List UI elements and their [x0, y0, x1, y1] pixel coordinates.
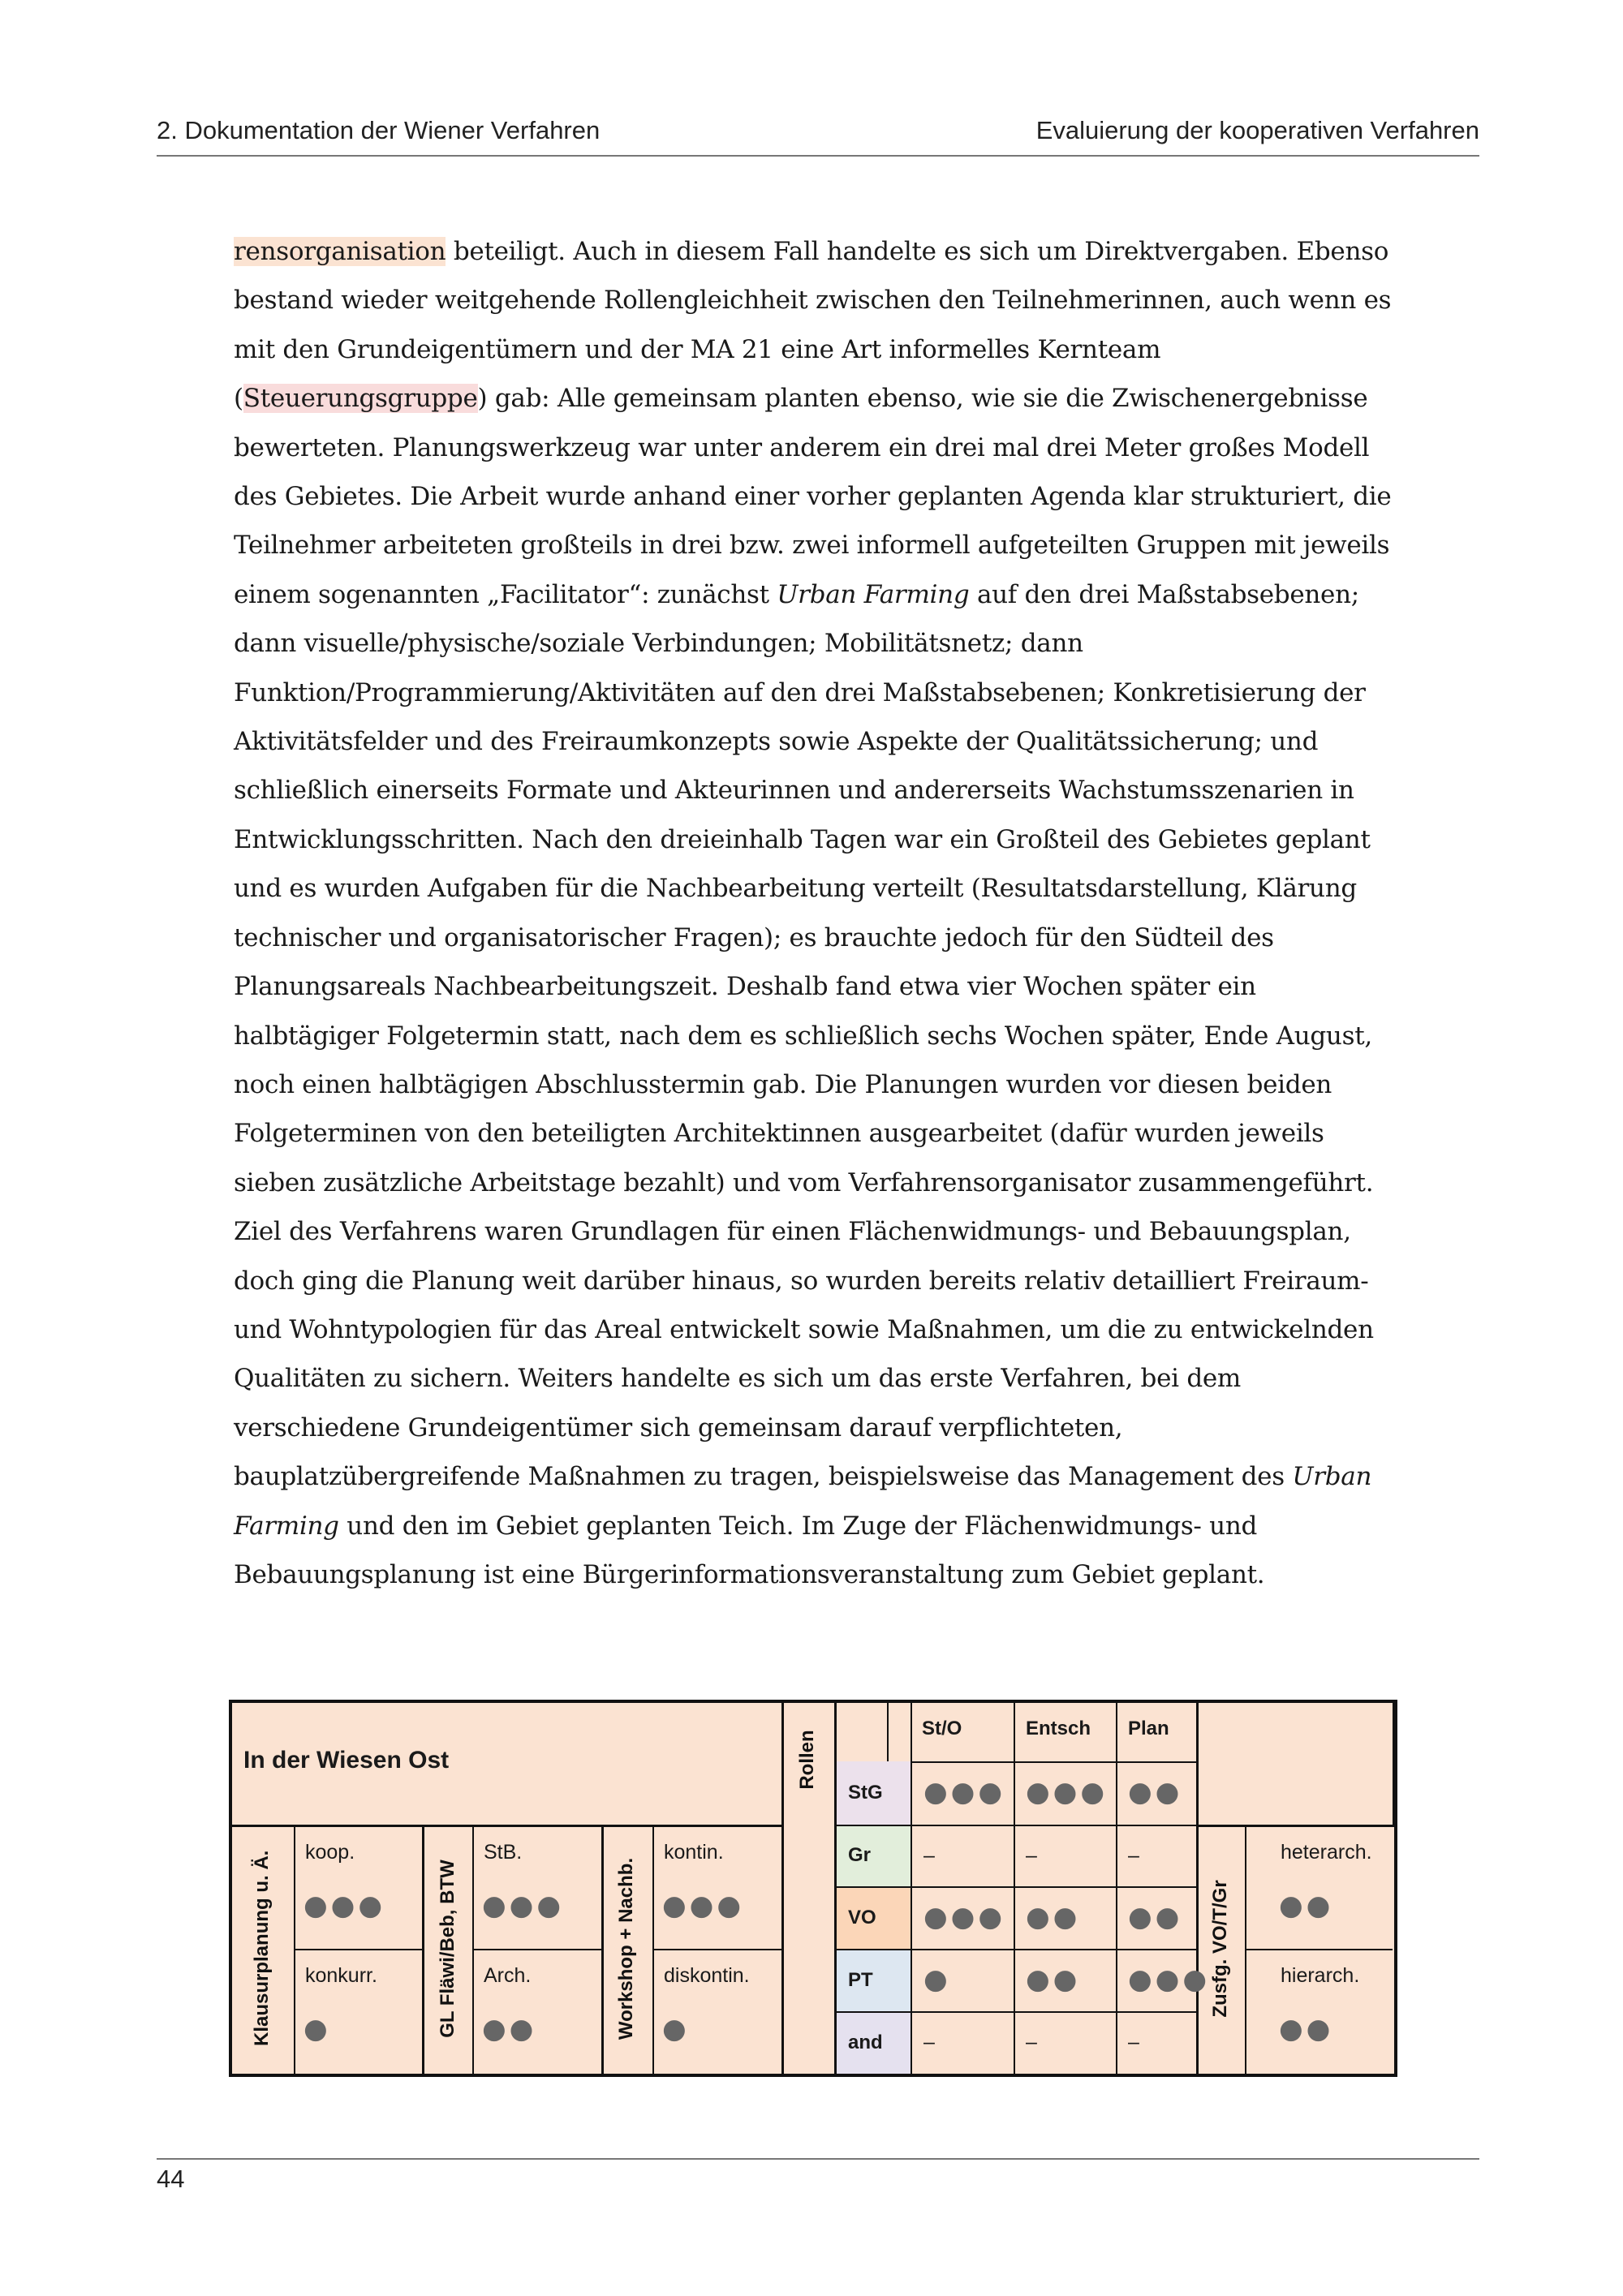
role-value-stO: ●	[923, 1963, 951, 1996]
highlight-rensorganisation: rensorganisation	[234, 237, 446, 266]
italic-urban-farming-2: Urban Farming	[234, 1462, 1372, 1541]
italic-urban-farming-1: Urban Farming	[777, 579, 970, 609]
col-sto-header: St/O	[922, 1718, 962, 1739]
text-segment-4: und den im Gebiet geplanten Teich. Im Zuge der Flächenwidmungs- und Bebauungsplanung ist eine Bürgerinformationsveranstaltung zum Gebiet geplant.	[234, 1511, 1265, 1589]
role-value-plan: ●●	[1128, 1901, 1183, 1933]
document-title: Evaluierung der kooperativen Verfahren	[1035, 116, 1479, 144]
role-value-plan: ●●	[1128, 1776, 1183, 1808]
role-value-entsch: –	[1026, 2031, 1037, 2053]
heterarch-dots: ●●	[1279, 1890, 1334, 1922]
role-value-plan: –	[1128, 1844, 1139, 1867]
koop-dots: ●●●	[304, 1890, 386, 1922]
role-value-entsch: –	[1026, 1844, 1037, 1867]
stb-label: StB.	[484, 1841, 523, 1864]
arch-dots: ●●	[482, 2013, 537, 2045]
gl-label: GL Fläwi/Beb, BTW	[437, 1860, 458, 2038]
koop-label: koop.	[305, 1841, 355, 1864]
role-label: and	[837, 2011, 911, 2074]
diskontin-dots: ●	[662, 2013, 690, 2045]
arch-label: Arch.	[484, 1964, 532, 1987]
role-value-stO: ●●●	[923, 1776, 1006, 1808]
role-value-entsch: ●●●	[1026, 1776, 1109, 1808]
text-segment-1: beteiligt. Auch in diesem Fall handelte es sich um Direktvergaben. Ebenso bestand wieder weitgehende Rollengleichheit zwischen den Teilnehmerinnen, auch wenn es mit den Grundeigentümern und der MA 21 eine Art informelles Kernteam (	[234, 237, 1392, 414]
rollen-label: Rollen	[796, 1730, 818, 1790]
role-label: StG	[837, 1761, 911, 1825]
page-number: 44	[157, 2165, 185, 2193]
evaluation-table	[229, 1700, 1397, 2077]
heterarch-label: heterarch.	[1281, 1841, 1372, 1864]
role-label: PT	[837, 1949, 911, 2011]
page-header	[157, 113, 1479, 157]
hierarch-dots: ●●	[1279, 2013, 1334, 2045]
hierarch-label: hierarch.	[1281, 1964, 1360, 1987]
role-value-stO: ●●●	[923, 1901, 1006, 1933]
klausur-label: Klausurplanung u. Ä.	[251, 1850, 273, 2046]
stb-dots: ●●●	[482, 1890, 565, 1922]
chapter-title: 2. Dokumentation der Wiener Verfahren	[157, 116, 601, 144]
role-value-plan: –	[1128, 2031, 1139, 2053]
konkurr-dots: ●	[304, 2013, 331, 2045]
role-label: VO	[837, 1886, 911, 1949]
role-value-plan: ●●●	[1128, 1963, 1211, 1996]
role-value-entsch: ●●	[1026, 1901, 1081, 1933]
table-title: In der Wiesen Ost	[243, 1747, 450, 1774]
role-value-stO: –	[923, 1844, 935, 1867]
zusfg-label: Zusfg. VO/T/Gr	[1209, 1880, 1231, 2018]
footer-rule	[157, 2158, 1479, 2160]
role-value-stO: –	[923, 2031, 935, 2053]
text-segment-2: ) gab: Alle gemeinsam planten ebenso, wie sie die Zwischenergebnisse bewerteten. Planungswerkzeug war unter anderem ein drei mal drei Meter großes Modell des Gebietes. Die Arbeit wurde anhand einer vorher geplanten Agenda klar strukturiert, die Teilnehmer arbeiteten großteils in drei bzw. zwei informell aufgeteilten Gruppen mit jeweils einem sogenannten „Facilitator“: zunächst	[234, 384, 1392, 609]
role-label: Gr	[837, 1825, 911, 1886]
konkurr-label: konkurr.	[305, 1964, 377, 1987]
workshop-label: Workshop + Nachb.	[615, 1857, 637, 2040]
role-value-entsch: ●●	[1026, 1963, 1081, 1996]
highlight-steuerungsgruppe: Steuerungsgruppe	[243, 384, 478, 414]
body-paragraph	[234, 227, 1396, 1599]
col-entsch-header: Entsch	[1026, 1718, 1091, 1739]
text-segment-3: auf den drei Maßstabsebenen; dann visuelle/physische/soziale Verbindungen; Mobilitätsnetz; dann Funktion/Programmierung/Aktivitäten auf den drei Maßstabsebenen; Konkretisierung der Aktivitätsfelder und des Freiraumkonzepts sowie Aspekte der Qualitätssicherung; und schließlich einerseits Formate und Akteurinnen und andererseits Wachstumsszenarien in Entwicklungsschritten. Nach den dreieinhalb Tagen war ein Großteil des Gebietes geplant und es wurden Aufgaben für die Nachbearbeitung verteilt (Resultatsdarstellung, Klärung technischer und organisatorischer Fragen); es brauchte jedoch für den Südteil des Planungsareals Nachbearbeitungszeit. Deshalb fand etwa vier Wochen später ein halbtägiger Folgetermin statt, nach dem es schließlich sechs Wochen später, Ende August, noch einen halbtägigen Abschlusstermin gab. Die Planungen wurden vor diesen beiden Folgeterminen von den beteiligten Architektinnen ausgearbeitet (dafür wurden jeweils sieben zusätzliche Arbeitstage bezahlt) und vom Verfahrensorganisator zusammengeführt. Ziel des Verfahrens waren Grundlagen für einen Flächenwidmungs- und Bebauungsplan, doch ging die Planung weit darüber hinaus, so wurden bereits relativ detailliert Freiraum- und Wohntypologien für das Areal entwickelt sowie Maßnahmen, um die zu entwickelnden Qualitäten zu sichern. Weiters handelte es sich um das erste Verfahren, bei dem verschiedene Grundeigentümer sich gemeinsam darauf verpflichteten, bauplatzübergreifende Maßnahmen zu tragen, beispielsweise das Management des	[234, 579, 1374, 1492]
diskontin-label: diskontin.	[664, 1964, 750, 1987]
kontin-dots: ●●●	[662, 1890, 745, 1922]
kontin-label: kontin.	[664, 1841, 724, 1864]
col-plan-header: Plan	[1128, 1718, 1169, 1739]
